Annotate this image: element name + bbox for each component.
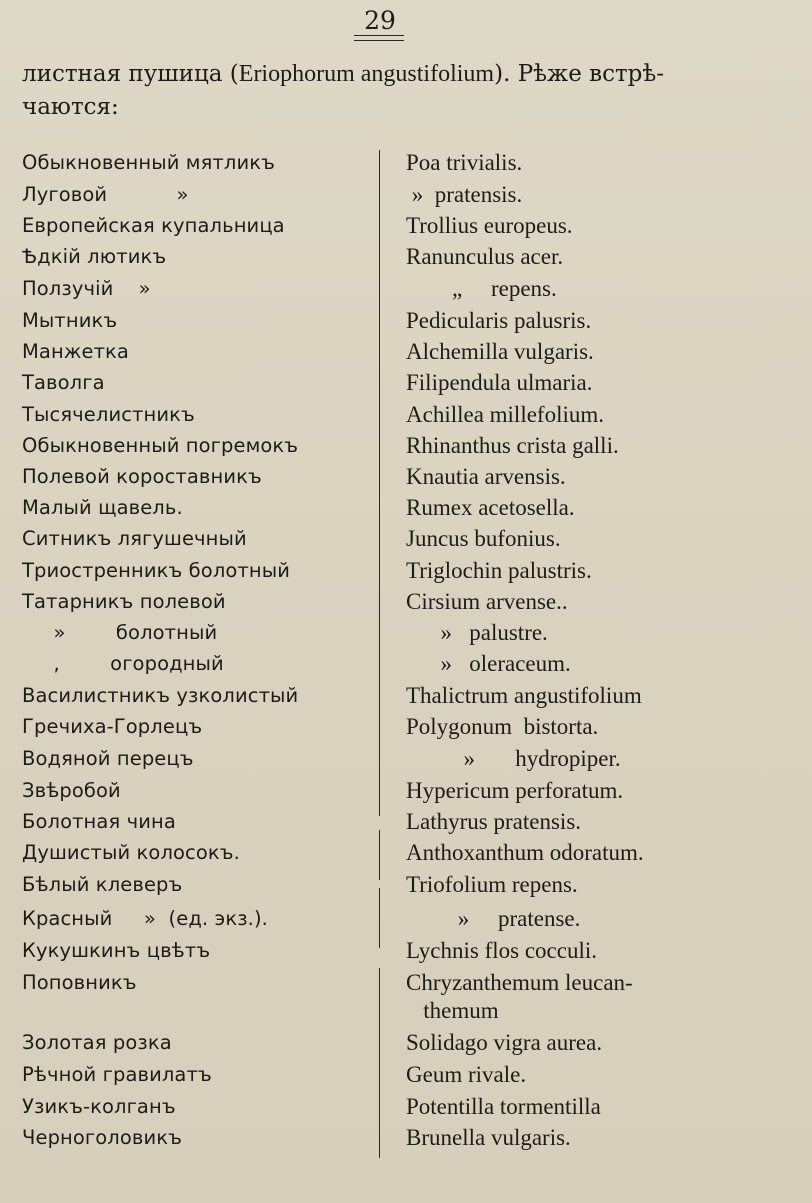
latin-name: Brunella vulgaris. <box>406 1125 571 1150</box>
species-row <box>0 587 812 617</box>
russian-name: Поповникъ <box>22 971 137 994</box>
latin-name: Anthoxanthum odoratum. <box>406 840 644 865</box>
latin-name: Alchemilla vulgaris. <box>406 339 594 364</box>
species-row <box>0 870 812 900</box>
species-row <box>0 807 812 837</box>
species-row <box>0 368 812 398</box>
russian-name: Красный » (ед. экз.). <box>22 907 268 930</box>
species-row <box>0 211 812 241</box>
species-row <box>0 838 812 868</box>
species-row <box>0 1060 812 1090</box>
species-row <box>0 968 812 998</box>
species-row <box>0 649 812 679</box>
species-row <box>0 1028 812 1058</box>
latin-name: Chryzanthemum leucan- <box>406 970 633 995</box>
latin-name: „ repens. <box>406 276 557 301</box>
latin-name: Lychnis flos cocculi. <box>406 938 597 963</box>
latin-name: Solidago vigra aurea. <box>406 1030 603 1055</box>
latin-name: Lathyrus pratensis. <box>406 809 582 834</box>
species-row <box>0 904 812 934</box>
species-row <box>0 524 812 554</box>
latin-name: Juncus bufonius. <box>406 526 561 551</box>
species-row <box>0 493 812 523</box>
species-row <box>0 337 812 367</box>
russian-name: , огородный <box>22 652 224 675</box>
russian-name: Гречиха-Горлецъ <box>22 715 203 738</box>
russian-name: Манжетка <box>22 340 129 363</box>
latin-name: Filipendula ulmaria. <box>406 370 593 395</box>
russian-name: Тысячелистникъ <box>22 403 195 426</box>
russian-name: Золотая розка <box>22 1031 172 1054</box>
russian-name: Узикъ-колганъ <box>22 1095 176 1118</box>
latin-name: themum <box>406 998 499 1023</box>
species-row <box>0 1123 812 1153</box>
russian-name: Полевой короставникъ <box>22 465 262 488</box>
intro-paragraph <box>22 58 742 124</box>
latin-name: Hypericum perforatum. <box>406 778 624 803</box>
species-row <box>0 274 812 304</box>
intro-latin-name: Eriophorum angustifolium <box>238 61 495 87</box>
latin-name: Geum rivale. <box>406 1062 527 1087</box>
species-row <box>0 1092 812 1122</box>
russian-name: Бѣлый клеверъ <box>22 873 183 896</box>
species-row <box>0 400 812 430</box>
species-row <box>0 242 812 272</box>
russian-name: Ситникъ лягушечный <box>22 527 247 550</box>
species-row <box>0 618 812 648</box>
intro-text: ). Рѣже встрѣ- <box>494 61 665 87</box>
russian-name: Триостренникъ болотный <box>22 559 291 582</box>
species-row <box>0 462 812 492</box>
species-row <box>0 556 812 586</box>
intro-text: листная пушица ( <box>22 61 239 87</box>
latin-name: Polygonum bistorta. <box>406 714 599 739</box>
species-row <box>0 180 812 210</box>
latin-name: Poa trivialis. <box>406 150 523 175</box>
species-row <box>0 776 812 806</box>
latin-name: Triglochin palustris. <box>406 558 592 583</box>
latin-name: Ranunculus acer. <box>406 244 564 269</box>
species-row <box>0 996 812 1026</box>
latin-name: » pratense. <box>406 906 581 931</box>
latin-name: Pedicularis palusris. <box>406 308 592 333</box>
russian-name: Мытникъ <box>22 309 118 332</box>
russian-name: Кукушкинъ цвѣтъ <box>22 939 211 962</box>
latin-name: Cirsium arvense.. <box>406 589 568 614</box>
latin-name: Rhinanthus crista galli. <box>406 433 619 458</box>
russian-name: Таволга <box>22 371 105 394</box>
species-row <box>0 936 812 966</box>
species-row <box>0 744 812 774</box>
russian-name: Водяной перецъ <box>22 747 194 770</box>
latin-name: Triofolium repens. <box>406 872 578 897</box>
russian-name: Татарникъ полевой <box>22 590 226 613</box>
russian-name: Малый щавель. <box>22 496 183 519</box>
russian-name: Ѣдкій лютикъ <box>22 245 167 268</box>
intro-text: чаются: <box>22 94 119 120</box>
species-row <box>0 306 812 336</box>
russian-name: Черноголовикъ <box>22 1126 183 1149</box>
latin-name: » hydropiper. <box>406 746 621 771</box>
russian-name: Обыкновенный погремокъ <box>22 434 299 457</box>
latin-name: » pratensis. <box>406 182 523 207</box>
latin-name: Potentilla tormentilla <box>406 1094 601 1119</box>
russian-name: Обыкновенный мятликъ <box>22 151 275 174</box>
latin-name: Rumex acetosella. <box>406 495 575 520</box>
russian-name: Ползучій » <box>22 277 151 300</box>
page-number-rule <box>354 40 404 41</box>
russian-name: Болотная чина <box>22 810 176 833</box>
latin-name: Knautia arvensis. <box>406 464 566 489</box>
latin-name: » oleraceum. <box>406 651 571 676</box>
page-number-rule <box>354 35 404 36</box>
latin-name: Achillea millefolium. <box>406 402 605 427</box>
species-row <box>0 431 812 461</box>
russian-name: Звѣробой <box>22 779 121 802</box>
species-row <box>0 712 812 742</box>
russian-name: Европейская купальница <box>22 214 285 237</box>
russian-name: Рѣчной гравилатъ <box>22 1063 212 1086</box>
russian-name: Душистый колосокъ. <box>22 841 240 864</box>
species-row <box>0 681 812 711</box>
latin-name: Trollius europeus. <box>406 213 573 238</box>
russian-name: » болотный <box>22 621 218 644</box>
page-number: 29 <box>364 6 396 35</box>
latin-name: Thalictrum angustifolium <box>406 683 642 708</box>
russian-name: Василистникъ узколистый <box>22 684 299 707</box>
latin-name: » palustre. <box>406 620 548 645</box>
russian-name: Луговой » <box>22 183 189 206</box>
species-row <box>0 148 812 178</box>
